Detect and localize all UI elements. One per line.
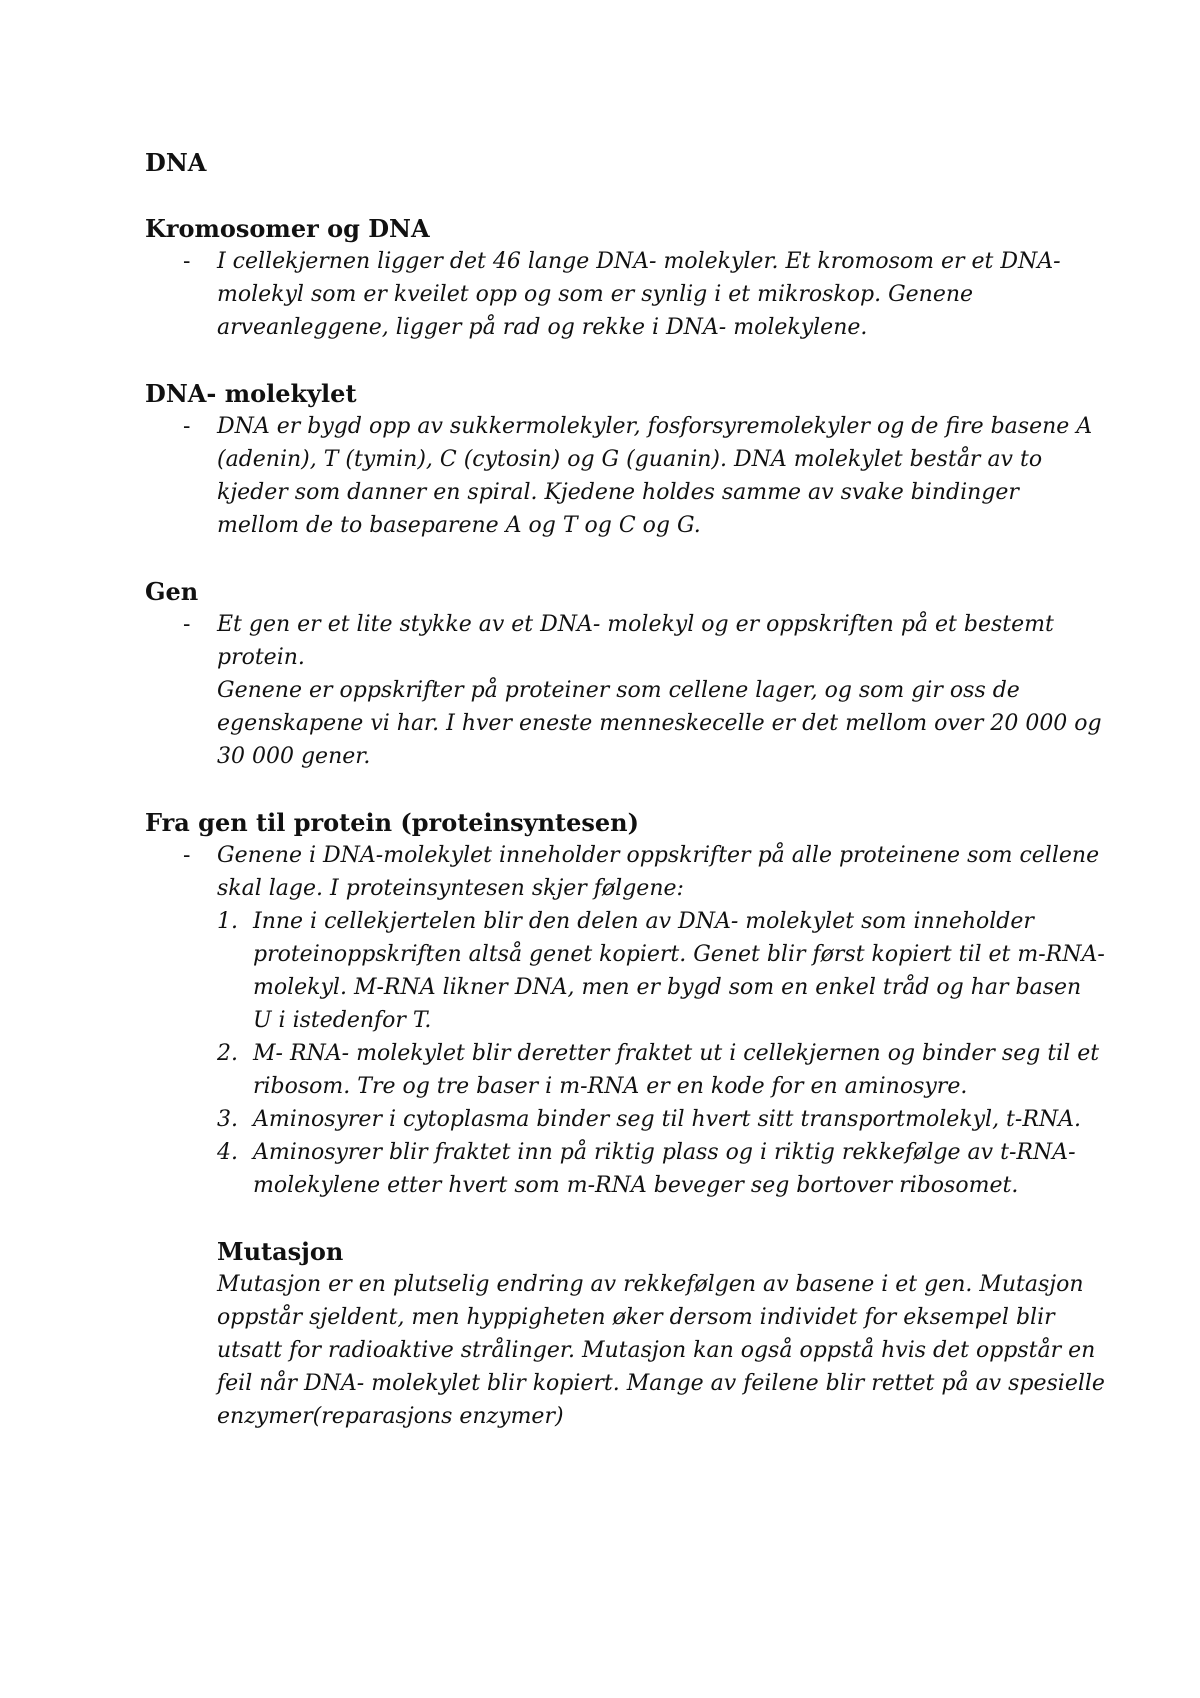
section-heading: Mutasjon (217, 1237, 344, 1266)
dash-marker: - (183, 843, 191, 868)
section-gen (145, 575, 1105, 773)
paragraph: I cellekjernen ligger det 46 lange DNA- molekyler. Et kromosom er et DNA- molekyl som er kveilet opp og som er synlig i et mikroskop. Genene arveanleggene, ligger på rad og rekke i DNA- molekylene. (217, 249, 1061, 340)
dash-marker: - (183, 612, 191, 637)
section-kromosomer (145, 212, 1105, 344)
section-heading: Fra gen til protein (proteinsyntesen) (145, 808, 639, 837)
list-item (217, 1103, 1105, 1136)
bullet-item (145, 839, 1105, 1202)
list-item (217, 1136, 1105, 1202)
list-number: 2. (217, 1041, 238, 1066)
list-number: 1. (217, 909, 238, 934)
section-heading: Gen (145, 577, 199, 606)
section-heading: Kromosomer og DNA (145, 214, 430, 243)
dash-marker: - (183, 414, 191, 439)
list-item-text: Aminosyrer blir fraktet inn på riktig plass og i riktig rekkefølge av t-RNA- molekylene etter hvert som m-RNA beveger seg bortover ribosomet. (253, 1140, 1076, 1198)
list-number: 3. (217, 1107, 238, 1132)
paragraph: Genene er oppskrifter på proteiner som cellene lager, og som gir oss de egenskapene vi har. I hver eneste menneskecelle er det mellom over 20 000 og 30 000 gener. (217, 678, 1102, 769)
bullet-item (145, 608, 1105, 773)
section-proteinsyntese (145, 806, 1105, 1202)
list-item (217, 905, 1105, 1037)
paragraph: Mutasjon er en plutselig endring av rekkefølgen av basene i et gen. Mutasjon oppstår sjeldent, men hyppigheten øker dersom individet for eksempel blir utsatt for radioaktive strålinger. Mutasjon kan også oppstå hvis det oppstår en feil når DNA- molekylet blir kopiert. Mange av feilene blir rettet på av spesielle enzymer(reparasjons enzymer) (217, 1272, 1105, 1429)
section-heading: DNA- molekylet (145, 379, 357, 408)
section-dna-molekylet (145, 377, 1105, 542)
paragraph: Genene i DNA-molekylet inneholder oppskrifter på alle proteinene som cellene skal lage. I proteinsyntesen skjer følgene: (217, 843, 1100, 901)
list-item (217, 1037, 1105, 1103)
bullet-item (145, 245, 1105, 344)
paragraph: Et gen er et lite stykke av et DNA- molekyl og er oppskriften på et bestemt protein. (217, 612, 1054, 670)
list-item-text: Aminosyrer i cytoplasma binder seg til hvert sitt transportmolekyl, t-RNA. (253, 1107, 1082, 1132)
document-body (145, 146, 1105, 1466)
list-item-text: Inne i cellekjertelen blir den delen av DNA- molekylet som inneholder proteinoppskriften altså genet kopiert. Genet blir først kopiert til et m-RNA- molekyl. M-RNA likner DNA, men er bygd som en enkel tråd og har basen U i istedenfor T. (253, 909, 1105, 1033)
document-title: DNA (145, 148, 207, 177)
bullet-item (145, 410, 1105, 542)
paragraph: DNA er bygd opp av sukkermolekyler, fosforsyremolekyler og de fire basene A (adenin), T (tymin), C (cytosin) og G (guanin). DNA molekylet består av to kjeder som danner en spiral. Kjedene holdes samme av svake bindinger mellom de to baseparene A og T og C og G. (217, 414, 1093, 538)
numbered-list (217, 905, 1105, 1202)
list-item-text: M- RNA- molekylet blir deretter fraktet ut i cellekjernen og binder seg til et ribosom. Tre og tre baser i m-RNA er en kode for en aminosyre. (253, 1041, 1100, 1099)
section-mutasjon (217, 1235, 1105, 1433)
list-number: 4. (217, 1140, 238, 1165)
dash-marker: - (183, 249, 191, 274)
